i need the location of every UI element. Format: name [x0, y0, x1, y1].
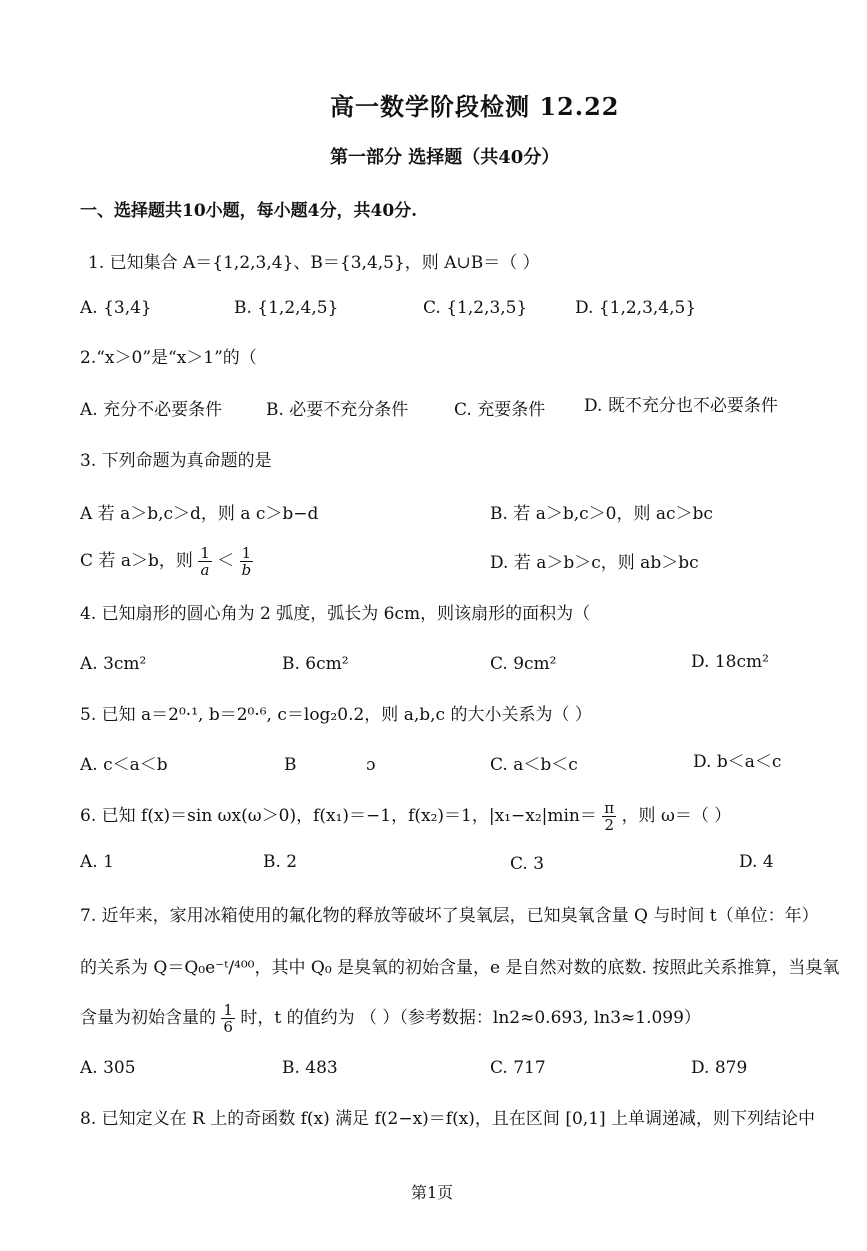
section-heading: 一、选择题共10小题，每小题4分，共40分. [80, 201, 418, 221]
question-4-option-c: C. 9cm² [490, 654, 557, 674]
question-3-option-c-prefix: C 若 a＞b，则 [80, 551, 193, 571]
fraction-numerator: 1 [223, 1001, 233, 1019]
part-heading: 第一部分 选择题（共40分） [330, 147, 560, 168]
question-6-option-c: C. 3 [510, 854, 545, 874]
question-7-line-3 [80, 1002, 701, 1035]
fraction-one-over-b [240, 545, 254, 578]
fraction-numerator: 1 [240, 545, 254, 562]
question-5-option-c: C. a＜b＜c [490, 755, 578, 775]
question-5-stem: 5. 已知 a＝2⁰·¹, b＝2⁰·⁶, c＝log₂0.2，则 a,b,c 的大小关系为（ ） [80, 705, 592, 725]
question-7-line-3-prefix: 含量为初始含量的 [80, 1008, 216, 1028]
fraction-one-over-a [198, 545, 212, 578]
question-4-option-d: D. 18cm² [691, 652, 769, 672]
fraction-denominator: b [241, 561, 252, 579]
question-7-option-c: C. 717 [490, 1058, 546, 1078]
question-6-stem-prefix: 6. 已知 f(x)＝sin ωx(ω＞0)，f(x₁)＝−1，f(x₂)＝1，|x₁−x₂|min＝ [80, 806, 597, 826]
fraction-one-over-6 [221, 1002, 235, 1035]
less-than-sign: ＜ [217, 551, 235, 571]
question-7-line-3-suffix: 时，t 的值约为 （ ）（参考数据：ln2≈0.693, ln3≈1.099） [240, 1008, 701, 1028]
question-4-stem: 4. 已知扇形的圆心角为 2 弧度，弧长为 6cm，则该扇形的面积为（ [80, 604, 591, 624]
question-2-option-c: C. 充要条件 [454, 400, 546, 420]
page-title: 高一数学阶段检测 12.22 [330, 92, 620, 121]
fraction-pi-over-2 [602, 800, 616, 833]
question-5-option-b: B [284, 755, 297, 775]
question-2-stem: 2.“x＞0”是“x＞1”的（ [80, 348, 257, 368]
page-number: 第1页 [411, 1183, 454, 1202]
question-1-stem: 1. 已知集合 A＝{1,2,3,4}、B＝{3,4,5}，则 A∪B＝（ ） [88, 253, 540, 273]
fraction-numerator: π [604, 799, 615, 817]
question-6-stem [80, 800, 731, 833]
question-2-option-a: A. 充分不必要条件 [80, 400, 223, 420]
fraction-denominator: a [200, 561, 210, 579]
question-5-option-d: D. b＜a＜c [693, 752, 782, 772]
question-5-option-a: A. c＜a＜b [80, 755, 168, 775]
question-7-option-d: D. 879 [691, 1058, 748, 1078]
question-1-option-d: D. {1,2,3,4,5} [575, 298, 697, 318]
fraction-denominator: 6 [223, 1018, 233, 1036]
question-2-option-b: B. 必要不充分条件 [266, 400, 409, 420]
fraction-numerator: 1 [200, 544, 210, 562]
question-3-stem: 3. 下列命题为真命题的是 [80, 451, 272, 471]
fraction-denominator: 2 [604, 816, 614, 834]
question-6-option-d: D. 4 [739, 852, 774, 872]
question-3-option-c [80, 545, 253, 578]
question-3-option-a: A 若 a＞b,c＞d，则 a c＞b−d [80, 504, 319, 524]
question-3-option-d: D. 若 a＞b＞c，则 ab＞bc [490, 553, 699, 573]
question-3-option-b: B. 若 a＞b,c＞0，则 ac＞bc [490, 504, 713, 524]
question-8-stem: 8. 已知定义在 R 上的奇函数 f(x) 满足 f(2−x)＝f(x)，且在区间 [0,1] 上单调递减，则下列结论中 [80, 1109, 816, 1129]
question-7-option-a: A. 305 [80, 1058, 136, 1078]
question-6-option-a: A. 1 [80, 852, 114, 872]
question-4-option-b: B. 6cm² [282, 654, 349, 674]
question-6-option-b: B. 2 [263, 852, 298, 872]
question-5-option-b-remnant: ɔ [366, 755, 376, 775]
question-1-option-c: C. {1,2,3,5} [423, 298, 528, 318]
question-4-option-a: A. 3cm² [80, 654, 147, 674]
question-2-option-d: D. 既不充分也不必要条件 [584, 396, 778, 416]
question-7-option-b: B. 483 [282, 1058, 338, 1078]
question-1-option-b: B. {1,2,4,5} [234, 298, 339, 318]
question-6-stem-suffix: ，则 ω＝（ ） [621, 806, 732, 826]
question-7-line-2: 的关系为 Q＝Q₀e⁻ᵗ/⁴⁰⁰，其中 Q₀ 是臭氧的初始含量，e 是自然对数的底数. 按照此关系推算，当臭氧 [80, 958, 840, 978]
question-7-line-1: 7. 近年来，家用冰箱使用的氟化物的释放等破坏了臭氧层，已知臭氧含量 Q 与时间 t（单位：年） [80, 906, 819, 926]
question-1-option-a: A. {3,4} [80, 298, 152, 318]
